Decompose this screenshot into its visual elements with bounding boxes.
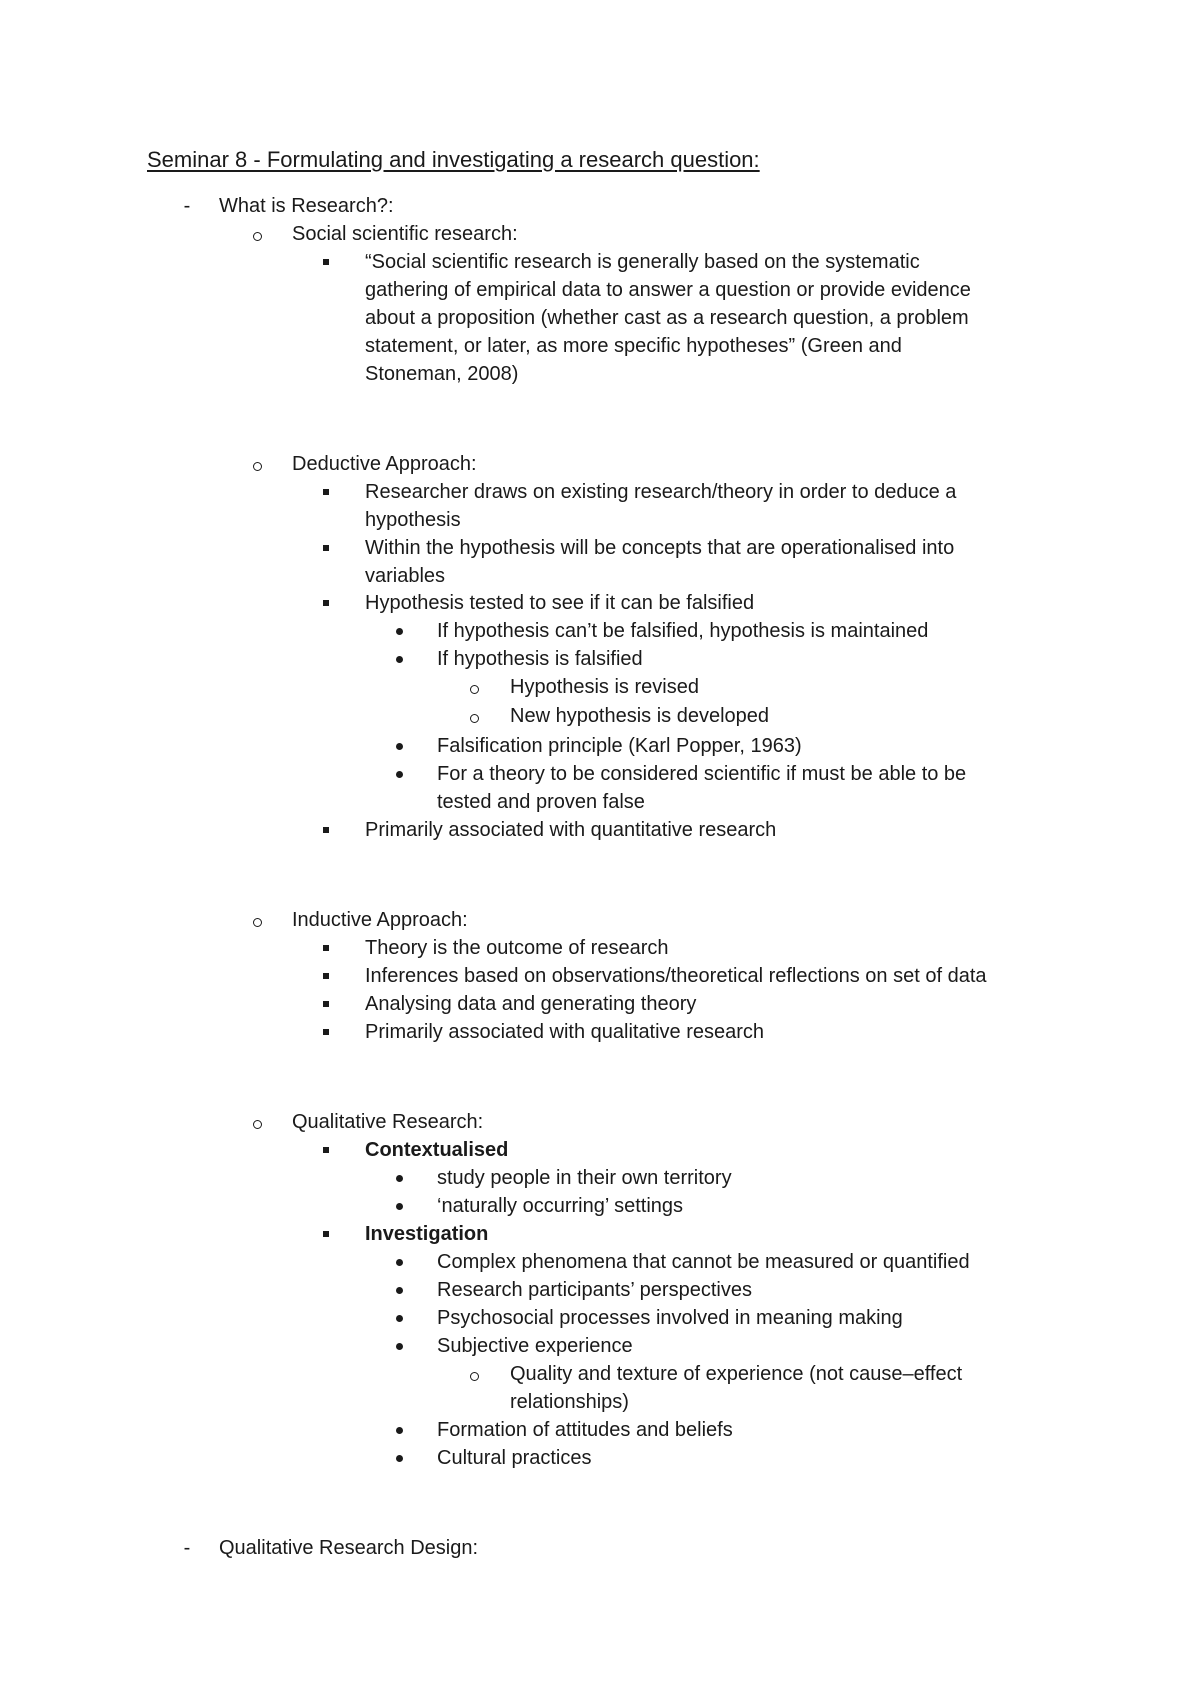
page-title: Seminar 8 - Formulating and investigating a research question: [147, 147, 760, 172]
list-item-text: Hypothesis tested to see if it can be falsified [365, 592, 755, 614]
list-item-text: Inferences based on observations/theoretical reflections on set of data [365, 965, 987, 987]
list-item-continuation: variables [365, 565, 446, 587]
disc-bullet-icon [391, 1304, 407, 1332]
list-item-text: Formation of attitudes and beliefs [437, 1419, 733, 1441]
list-item-text: ‘naturally occurring’ settings [437, 1195, 684, 1217]
list-item-continuation: hypothesis [365, 509, 461, 531]
dash-bullet-icon [179, 1534, 195, 1562]
list-item-continuation: relationships) [510, 1391, 629, 1413]
list-item-text: If hypothesis is falsified [437, 648, 643, 670]
disc-bullet-icon [391, 760, 407, 788]
disc-bullet-icon [391, 1192, 407, 1220]
list-item-text: Within the hypothesis will be concepts that are operationalised into [365, 537, 955, 559]
disc-bullet-icon [391, 732, 407, 760]
circle-bullet-icon [249, 450, 265, 478]
square-bullet-icon [318, 990, 334, 1018]
list-item-text: Primarily associated with qualitative research [365, 1021, 765, 1043]
list-item-text: Qualitative Research: [292, 1111, 484, 1133]
square-bullet-icon [318, 816, 334, 844]
square-bullet-icon [318, 962, 334, 990]
list-item-text: New hypothesis is developed [510, 705, 770, 727]
list-item-text: Psychosocial processes involved in meaning making [437, 1307, 903, 1329]
list-item-text: Researcher draws on existing research/theory in order to deduce a [365, 481, 957, 503]
list-item-text: Subjective experience [437, 1335, 633, 1357]
list-item-continuation: statement, or later, as more specific hypotheses” (Green and [365, 335, 902, 357]
list-item-continuation: about a proposition (whether cast as a research question, a problem [365, 307, 969, 329]
square-bullet-icon [318, 534, 334, 562]
circle-bullet-icon [249, 906, 265, 934]
circle-bullet-icon [249, 1108, 265, 1136]
list-item-text: Theory is the outcome of research [365, 937, 669, 959]
disc-bullet-icon [391, 617, 407, 645]
list-item-continuation: tested and proven false [437, 791, 645, 813]
list-item-continuation: Stoneman, 2008) [365, 363, 519, 385]
square-bullet-icon [318, 589, 334, 617]
square-bullet-icon [318, 478, 334, 506]
list-item-text: If hypothesis can’t be falsified, hypothesis is maintained [437, 620, 929, 642]
list-item-text: For a theory to be considered scientific if must be able to be [437, 763, 967, 785]
list-item-text: Inductive Approach: [292, 909, 468, 931]
disc-bullet-icon [391, 1164, 407, 1192]
list-item-text: Falsification principle (Karl Popper, 1963) [437, 735, 802, 757]
disc-bullet-icon [391, 1416, 407, 1444]
square-bullet-icon [318, 248, 334, 276]
list-item-text: study people in their own territory [437, 1167, 732, 1189]
circle-bullet-icon [466, 1360, 482, 1388]
list-item-text: Deductive Approach: [292, 453, 477, 475]
circle-bullet-icon [249, 220, 265, 248]
list-item-text: Quality and texture of experience (not cause–effect [510, 1363, 963, 1385]
list-item-continuation: gathering of empirical data to answer a question or provide evidence [365, 279, 971, 301]
disc-bullet-icon [391, 1444, 407, 1472]
disc-bullet-icon [391, 1276, 407, 1304]
disc-bullet-icon [391, 645, 407, 673]
square-bullet-icon [318, 934, 334, 962]
list-item-text: Complex phenomena that cannot be measured or quantified [437, 1251, 970, 1273]
square-bullet-icon [318, 1136, 334, 1164]
list-item-text: “Social scientific research is generally based on the systematic [365, 251, 920, 273]
disc-bullet-icon [391, 1332, 407, 1360]
disc-bullet-icon [391, 1248, 407, 1276]
square-bullet-icon [318, 1220, 334, 1248]
list-item-text: Primarily associated with quantitative research [365, 819, 777, 841]
list-item-text: Analysing data and generating theory [365, 993, 697, 1015]
list-item-text: Contextualised [365, 1139, 509, 1161]
dash-bullet-icon [179, 192, 195, 220]
list-item-text: Social scientific research: [292, 223, 518, 245]
list-item-text: Investigation [365, 1223, 489, 1245]
list-item-text: Cultural practices [437, 1447, 592, 1469]
list-item-text: What is Research?: [219, 195, 394, 217]
list-item-text: Hypothesis is revised [510, 676, 699, 698]
circle-bullet-icon [466, 702, 482, 730]
list-item-text: Research participants’ perspectives [437, 1279, 752, 1301]
square-bullet-icon [318, 1018, 334, 1046]
circle-bullet-icon [466, 673, 482, 701]
list-item-text: Qualitative Research Design: [219, 1537, 479, 1559]
